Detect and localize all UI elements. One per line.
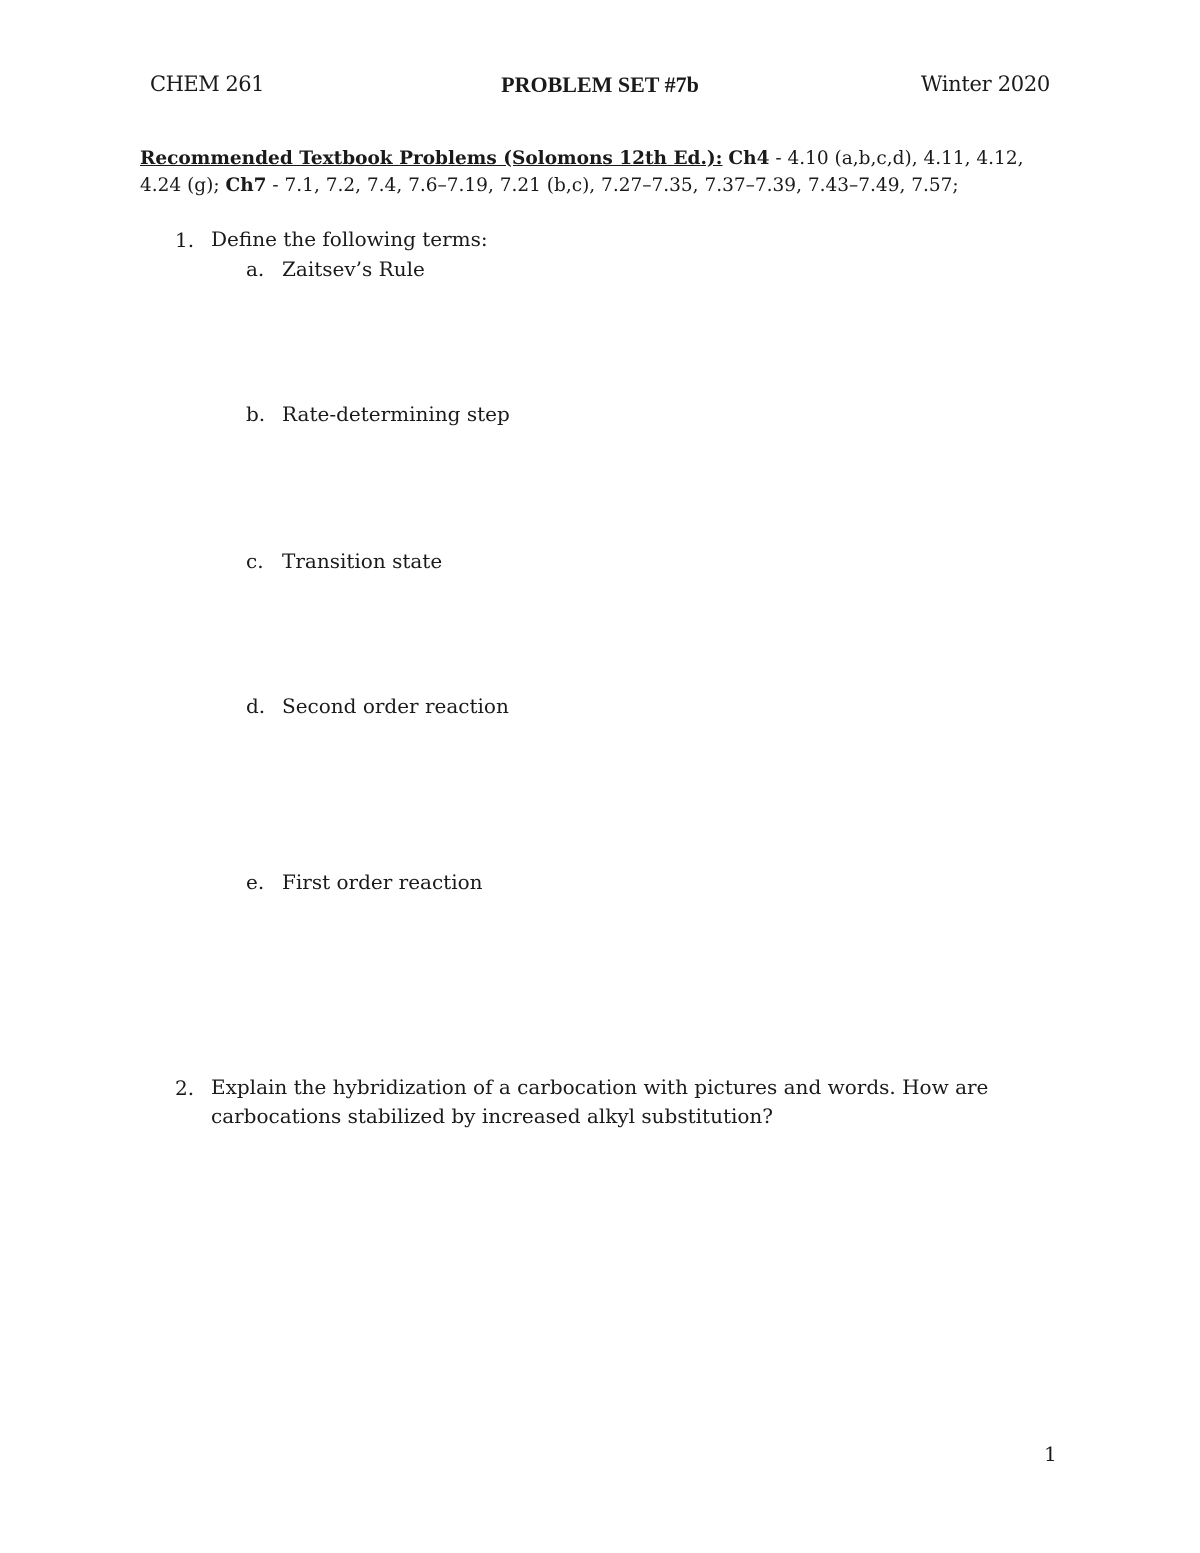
subitem-text: Rate-determining step	[282, 402, 510, 426]
question-number: 1.	[175, 228, 195, 252]
term: Winter 2020	[920, 72, 1050, 96]
chapter-4-label: Ch4	[728, 148, 770, 169]
page-number: 1	[1044, 1442, 1057, 1466]
subitem-text: Transition state	[282, 549, 443, 573]
subitem-text: Second order reaction	[282, 694, 509, 718]
subitem-letter: b.	[246, 402, 266, 426]
page-header	[150, 72, 1050, 104]
subitem-letter: c.	[246, 549, 264, 573]
subitem-text: First order reaction	[282, 870, 483, 894]
problem-set-title: PROBLEM SET #7b	[501, 72, 699, 97]
question-text: Explain the hybridization of a carbocation with pictures and words. How are carbocations stabilized by increased alkyl substitution?	[211, 1075, 989, 1128]
subitem-letter: d.	[246, 694, 266, 718]
recommended-problems	[140, 145, 1070, 199]
question-number: 2.	[175, 1076, 195, 1100]
recommended-heading: Recommended Textbook Problems (Solomons 12th Ed.):	[140, 148, 723, 169]
course-code: CHEM 261	[150, 72, 264, 96]
subitem-letter: a.	[246, 257, 265, 281]
subitem-text: Zaitsev’s Rule	[282, 257, 425, 281]
subitem-letter: e.	[246, 870, 265, 894]
chapter-7-label: Ch7	[225, 175, 267, 196]
question-text: Define the following terms:	[211, 227, 488, 251]
chapter-4-problems: - 4.10 (a,b,c,d), 4.11, 4.12, 4.24 (g);	[140, 148, 1024, 196]
chapter-7-problems: - 7.1, 7.2, 7.4, 7.6–7.19, 7.21 (b,c), 7.27–7.35, 7.37–7.39, 7.43–7.49, 7.57;	[266, 175, 959, 196]
